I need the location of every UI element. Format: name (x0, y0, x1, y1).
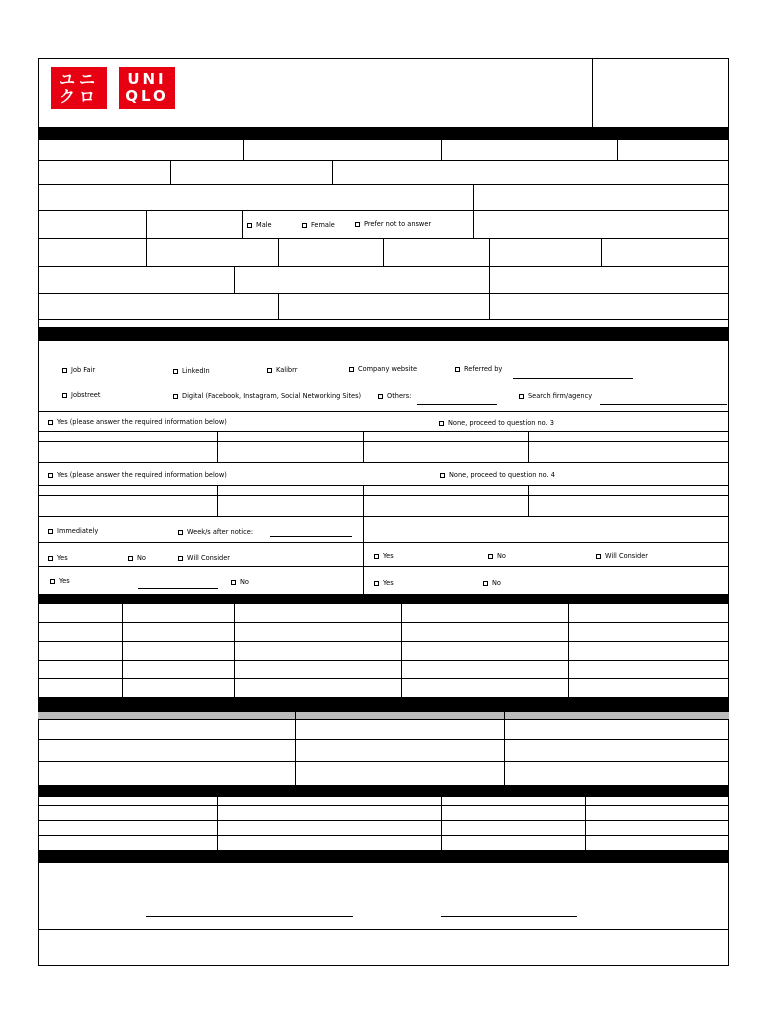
source-company-website-option[interactable] (349, 365, 417, 374)
col-divider (504, 712, 505, 785)
col-divider (234, 604, 235, 697)
row-a-right-yes-label: Yes (383, 552, 394, 560)
row-divider (38, 641, 729, 642)
row-b-left-yes-option[interactable] (50, 577, 70, 586)
logo-katakana-line1: ユニ (58, 70, 99, 89)
col-divider (473, 184, 474, 210)
checkbox-icon[interactable] (62, 368, 67, 373)
checkbox-icon[interactable] (173, 369, 178, 374)
row-b-right-no-option[interactable] (483, 579, 501, 588)
row-divider (38, 431, 729, 432)
col-divider (617, 140, 618, 160)
checkbox-icon[interactable] (440, 473, 445, 478)
source-jobstreet-label: Jobstreet (71, 391, 101, 399)
gender-prefer-not-label: Prefer not to answer (364, 220, 432, 228)
row-a-right-consider-label: Will Consider (605, 552, 649, 560)
row-a-left-consider-label: Will Consider (187, 554, 231, 562)
col-divider (332, 160, 333, 184)
availability-weeks-option[interactable] (178, 528, 253, 537)
search-firm-line[interactable] (600, 404, 727, 405)
q3-none-option[interactable] (440, 471, 555, 480)
col-divider (601, 238, 602, 266)
checkbox-icon[interactable] (439, 421, 444, 426)
photo-box[interactable] (593, 59, 728, 127)
col-divider (278, 238, 279, 266)
checkbox-icon[interactable] (349, 367, 354, 372)
gender-female-option[interactable] (302, 221, 335, 230)
row-divider (38, 678, 729, 679)
col-divider (243, 140, 244, 160)
col-divider (568, 604, 569, 697)
row-divider (38, 411, 729, 412)
col-divider (242, 210, 243, 238)
col-divider (234, 266, 235, 293)
col-divider (363, 485, 364, 516)
col-divider (278, 293, 279, 319)
row-divider (38, 835, 729, 836)
uniqlo-logo-katakana (51, 67, 107, 109)
source-referred-by-label: Referred by (464, 365, 503, 373)
checkbox-icon[interactable] (231, 580, 236, 585)
checkbox-icon[interactable] (355, 222, 360, 227)
checkbox-icon[interactable] (62, 393, 67, 398)
row-a-right-consider-option[interactable] (596, 552, 648, 561)
section-header-personal (38, 127, 729, 140)
row-a-left-yes-option[interactable] (48, 554, 68, 563)
row-a-right-no-label: No (497, 552, 506, 560)
referred-by-line[interactable] (513, 378, 633, 379)
row-b-right-yes-option[interactable] (374, 579, 394, 588)
date-line[interactable] (441, 916, 577, 917)
col-divider (528, 485, 529, 516)
gender-male-option[interactable] (247, 221, 272, 230)
source-digital-label: Digital (Facebook, Instagram, Social Networking Sites) (182, 392, 362, 400)
row-a-right-no-option[interactable] (488, 552, 506, 561)
row-divider (38, 184, 729, 185)
col-divider (295, 712, 296, 785)
col-divider (401, 604, 402, 697)
section-header-education (38, 594, 729, 604)
form-frame (38, 58, 729, 966)
others-line[interactable] (417, 404, 497, 405)
row-a-left-yes-label: Yes (57, 554, 68, 562)
row-divider (38, 820, 729, 821)
checkbox-icon[interactable] (48, 420, 53, 425)
source-others-option[interactable] (378, 392, 411, 401)
row-b-detail-line[interactable] (138, 588, 218, 589)
availability-immediately-label: Immediately (57, 527, 99, 535)
q2-none-option[interactable] (439, 419, 554, 428)
row-b-left-no-label: No (240, 578, 249, 586)
row-divider (38, 266, 729, 267)
row-divider (38, 462, 729, 463)
logo-katakana-line2: クロ (58, 87, 99, 106)
col-divider (473, 210, 474, 238)
checkbox-icon[interactable] (596, 554, 601, 559)
row-a-right-yes-option[interactable] (374, 552, 394, 561)
source-digital-option[interactable] (173, 392, 361, 401)
source-referred-by-option[interactable] (455, 365, 502, 374)
employment-column-header (38, 712, 729, 719)
row-divider (38, 761, 729, 762)
checkbox-icon[interactable] (48, 529, 53, 534)
col-divider (217, 485, 218, 516)
q2-yes-label: Yes (please answer the required information below) (57, 418, 227, 426)
col-divider (489, 293, 490, 319)
uniqlo-logo-latin (119, 67, 175, 109)
row-a-left-no-label: No (137, 554, 146, 562)
checkbox-icon[interactable] (378, 394, 383, 399)
checkbox-icon[interactable] (374, 554, 379, 559)
checkbox-icon[interactable] (519, 394, 524, 399)
row-divider (38, 739, 729, 740)
col-divider (489, 238, 490, 266)
gender-male-label: Male (256, 221, 272, 229)
q3-yes-option[interactable] (48, 471, 227, 480)
row-divider (38, 929, 729, 930)
row-divider (38, 566, 729, 567)
q3-yes-label: Yes (please answer the required information below) (57, 471, 227, 479)
source-search-firm-label: Search firm/agency (528, 392, 593, 400)
row-b-right-no-label: No (492, 579, 501, 587)
checkbox-icon[interactable] (48, 556, 53, 561)
row-divider (38, 293, 729, 294)
source-company-website-label: Company website (358, 365, 418, 373)
checkbox-icon[interactable] (128, 556, 133, 561)
col-divider (489, 266, 490, 293)
row-divider (38, 441, 729, 442)
col-divider (585, 797, 586, 850)
col-divider (122, 604, 123, 697)
row-divider (38, 660, 729, 661)
row-divider (38, 719, 729, 720)
source-linkedin-label: LinkedIn (182, 367, 210, 375)
checkbox-icon[interactable] (267, 368, 272, 373)
col-divider (146, 210, 147, 238)
row-divider (38, 542, 729, 543)
row-b-right-yes-label: Yes (383, 579, 394, 587)
section-header-employment (38, 697, 729, 712)
signature-line[interactable] (146, 916, 353, 917)
q2-yes-option[interactable] (48, 418, 227, 427)
col-divider (217, 431, 218, 462)
row-a-left-no-option[interactable] (128, 554, 146, 563)
row-divider (38, 622, 729, 623)
checkbox-icon[interactable] (50, 579, 55, 584)
row-divider (38, 485, 729, 486)
checkbox-icon[interactable] (173, 394, 178, 399)
section-header-references (38, 785, 729, 797)
gender-prefer-not-option[interactable] (355, 220, 431, 229)
checkbox-icon[interactable] (302, 223, 307, 228)
col-divider (170, 160, 171, 184)
section-header-application (38, 327, 729, 341)
availability-immediately-option[interactable] (48, 527, 98, 536)
col-divider (441, 797, 442, 850)
row-a-left-consider-option[interactable] (178, 554, 230, 563)
checkbox-icon[interactable] (48, 473, 53, 478)
checkbox-icon[interactable] (455, 367, 460, 372)
source-kalibrr-option[interactable] (267, 366, 297, 375)
source-job-fair-label: Job Fair (71, 366, 96, 374)
q3-none-label: None, proceed to question no. 4 (449, 471, 555, 479)
row-b-left-no-option[interactable] (231, 578, 249, 587)
col-divider (363, 431, 364, 462)
source-others-label: Others: (387, 392, 412, 400)
source-search-firm-option[interactable] (519, 392, 592, 401)
gender-female-label: Female (311, 221, 335, 229)
col-divider (146, 238, 147, 266)
col-divider (441, 140, 442, 160)
logo-latin-line1: UNI (127, 70, 167, 88)
col-divider (217, 797, 218, 850)
logo-latin-line2: QLO (125, 87, 169, 105)
source-job-fair-option[interactable] (62, 366, 95, 375)
row-divider (38, 319, 729, 320)
availability-weeks-label: Week/s after notice: (187, 528, 254, 536)
col-divider (363, 516, 364, 594)
row-divider (38, 160, 729, 161)
row-divider (38, 516, 729, 517)
checkbox-icon[interactable] (374, 581, 379, 586)
row-b-left-yes-label: Yes (59, 577, 70, 585)
col-divider (383, 238, 384, 266)
checkbox-icon[interactable] (178, 556, 183, 561)
source-linkedin-option[interactable] (173, 367, 210, 376)
col-divider (528, 431, 529, 462)
weeks-notice-line[interactable] (270, 536, 352, 537)
checkbox-icon[interactable] (488, 554, 493, 559)
row-divider (38, 210, 729, 211)
checkbox-icon[interactable] (483, 581, 488, 586)
checkbox-icon[interactable] (247, 223, 252, 228)
source-jobstreet-option[interactable] (62, 391, 100, 400)
checkbox-icon[interactable] (178, 530, 183, 535)
section-header-declaration (38, 850, 729, 863)
row-divider (38, 495, 729, 496)
source-kalibrr-label: Kalibrr (276, 366, 298, 374)
row-divider (38, 805, 729, 806)
q2-none-label: None, proceed to question no. 3 (448, 419, 554, 427)
